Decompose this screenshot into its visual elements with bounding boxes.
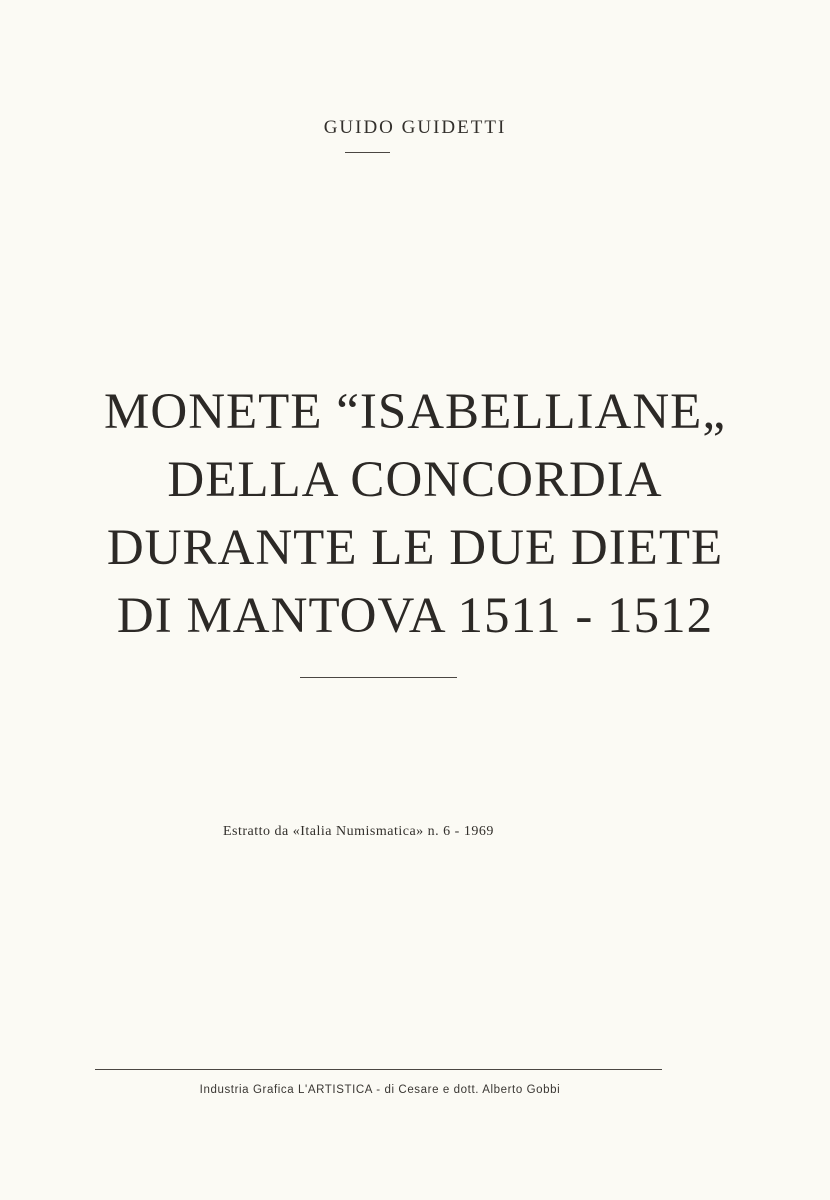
printer-imprint: Industria Grafica L'ARTISTICA - di Cesare e dott. Alberto Gobbi [199,1084,561,1096]
extract-note: Estratto da «Italia Numismatica» n. 6 - 1969 [223,824,494,839]
title-line-3: DURANTE LE DUE DIETE [106,520,724,576]
author-name: GUIDO GUIDETTI [323,117,507,138]
title-line-1: MONETE “ISABELLIANE„ [104,384,726,440]
footer-divider [95,1069,662,1070]
title-line-2: DELLA CONCORDIA [167,452,663,508]
title-line-4: DI MANTOVA 1511 - 1512 [116,588,714,644]
author-divider [345,152,390,153]
title-divider [300,677,457,678]
book-title [60,378,770,650]
